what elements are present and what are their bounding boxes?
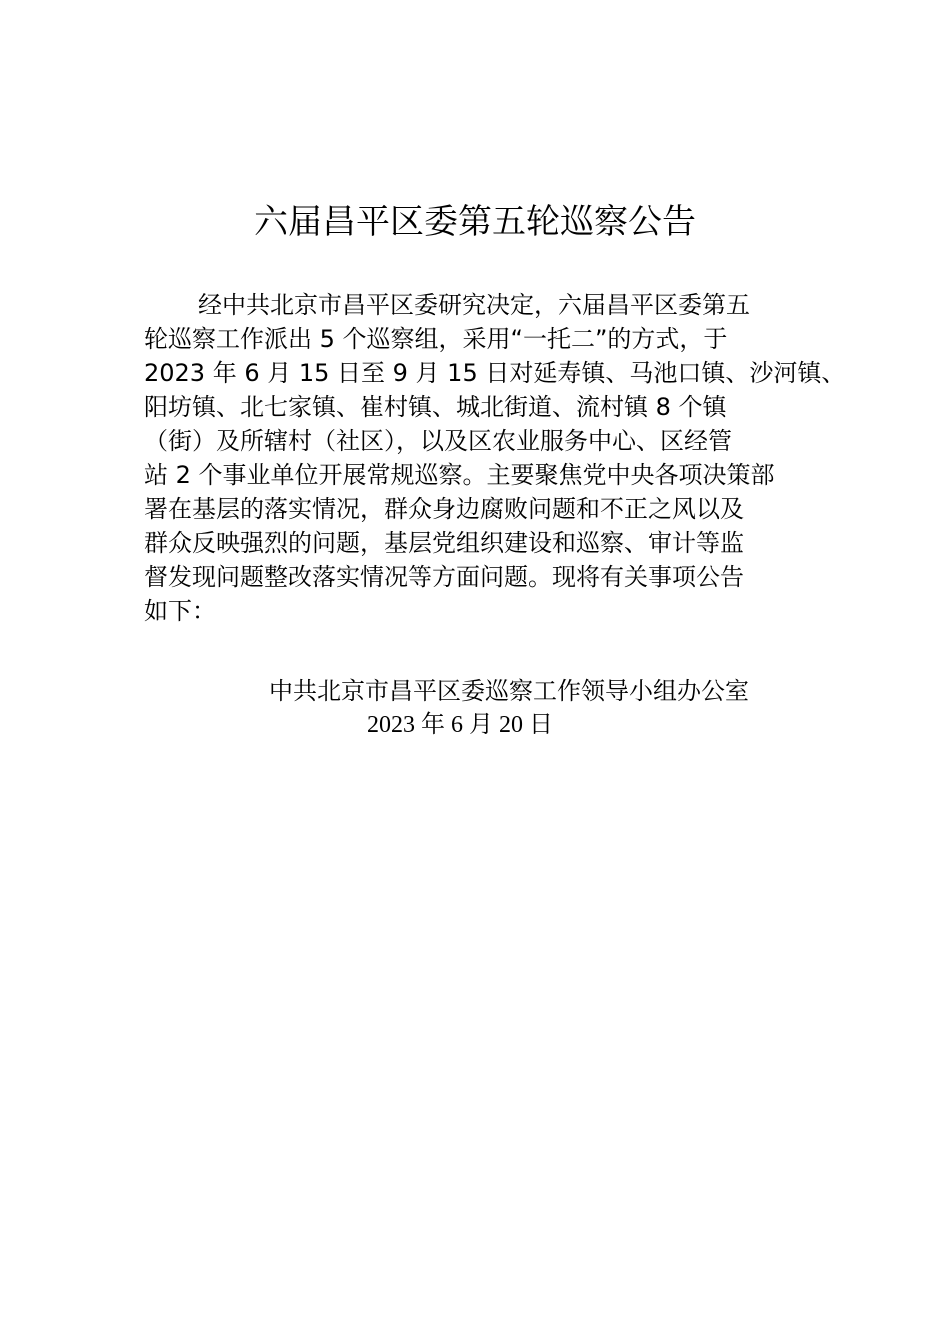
- document-title: 六届昌平区委第五轮巡察公告: [254, 202, 696, 242]
- body-line-3: 2023 年 6 月 15 日至 9 月 15 日对延寿镇、马池口镇、沙河镇、: [144, 359, 846, 387]
- body-line-4: 阳坊镇、北七家镇、崔村镇、城北街道、流村镇 8 个镇: [144, 393, 727, 421]
- body-line-1: 经中共北京市昌平区委研究决定，六届昌平区委第五: [198, 291, 750, 319]
- body-line-5: （街）及所辖村（社区），以及区农业服务中心、区经管: [144, 427, 732, 455]
- issuing-office-signature: 中共北京市昌平区委巡察工作领导小组办公室: [269, 677, 749, 705]
- body-line-10: 如下：: [144, 597, 216, 625]
- issue-date: 2023 年 6 月 20 日: [367, 712, 553, 738]
- body-line-8: 群众反映强烈的问题，基层党组织建设和巡察、审计等监: [144, 529, 744, 557]
- body-line-6: 站 2 个事业单位开展常规巡察。主要聚焦党中央各项决策部: [144, 461, 775, 489]
- announcement-body: [144, 288, 846, 628]
- body-line-7: 署在基层的落实情况，群众身边腐败问题和不正之风以及: [144, 495, 744, 523]
- body-line-9: 督发现问题整改落实情况等方面问题。现将有关事项公告: [144, 563, 744, 591]
- body-line-2: 轮巡察工作派出 5 个巡察组，采用“一托二”的方式，于: [144, 325, 728, 353]
